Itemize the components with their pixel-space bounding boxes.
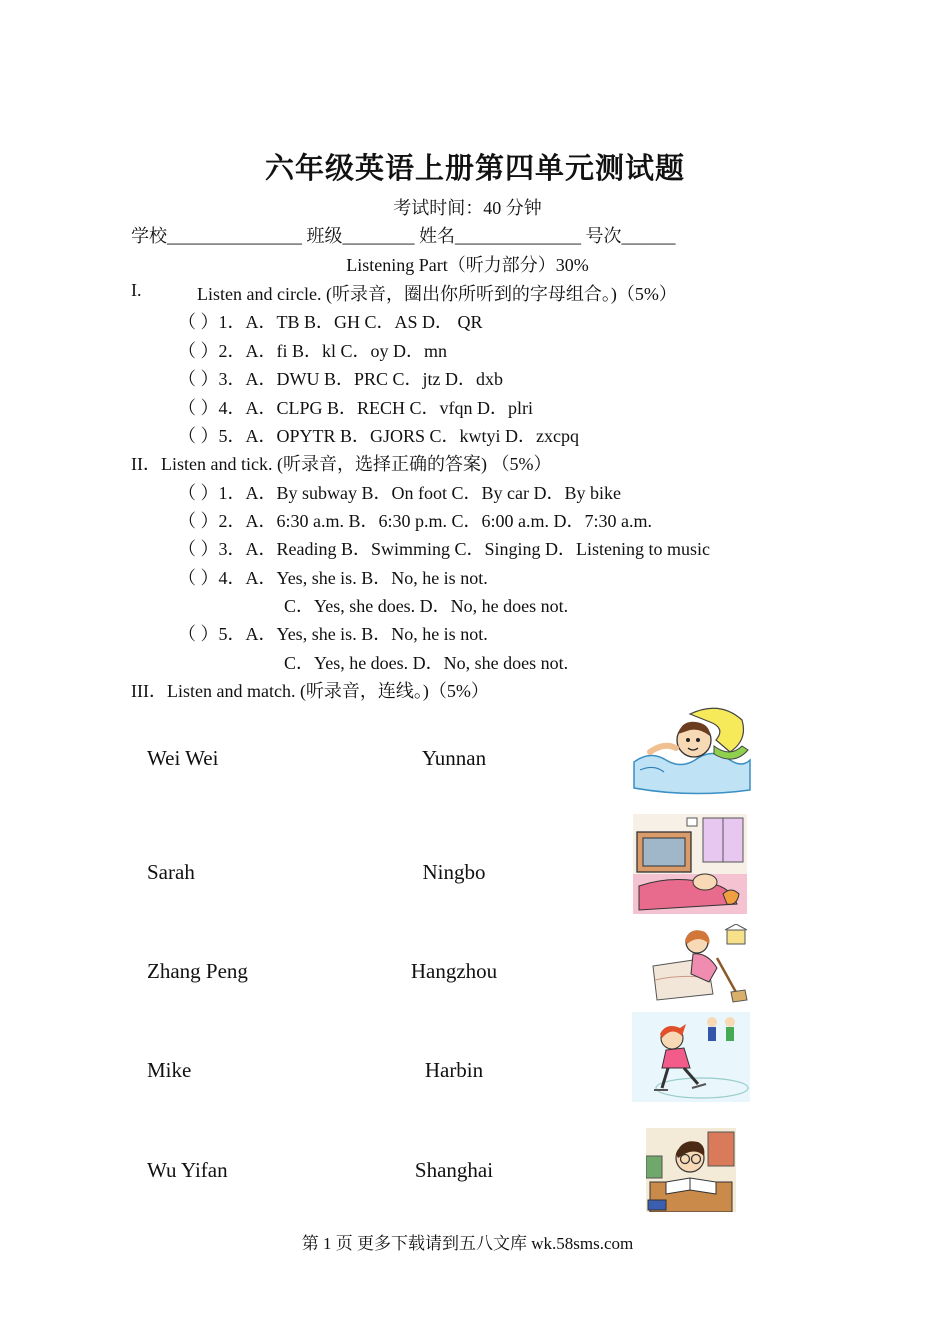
match-name: Wei Wei: [147, 746, 219, 770]
answer-blank[interactable]: （ ）: [178, 511, 219, 531]
answer-blank[interactable]: （ ）: [178, 624, 219, 644]
reading-boy-picture: [646, 1128, 736, 1212]
question-continuation: C．Yes, she does. D．No, he does not.: [284, 596, 569, 616]
question-text: 3．A．DWU B．PRC C．jtz D．dxb: [218, 369, 504, 389]
section1-heading: Listen and circle. (听录音，圈出你所听到的字母组合。)（5%）: [197, 284, 677, 304]
question-text: 5．A．OPYTR B．GJORS C．kwtyi D．zxcpq: [218, 426, 580, 446]
match-city: Ningbo: [422, 860, 486, 884]
answer-blank[interactable]: （ ）: [178, 341, 219, 361]
swimming-boy-picture: [630, 700, 752, 795]
match-name: Sarah: [147, 860, 195, 884]
question-continuation: C．Yes, he does. D．No, she does not.: [284, 653, 569, 673]
page-title: 六年级英语上册第四单元测试题: [264, 151, 685, 185]
list-item: [178, 507, 652, 533]
listening-part-heading: Listening Part（听力部分）30%: [346, 255, 589, 275]
answer-blank[interactable]: （ ）: [178, 312, 219, 332]
list-item: [178, 422, 579, 448]
section3-heading: III．Listen and match. (听录音，连线。)（5%）: [131, 681, 489, 701]
answer-blank[interactable]: （ ）: [178, 369, 219, 389]
section1-heading-number: I.: [131, 280, 142, 300]
list-item: [178, 620, 488, 646]
match-city: Shanghai: [414, 1158, 494, 1182]
question-text: 2．A．fi B．kl C．oy D．mn: [218, 341, 448, 361]
student-info-line: 学校_______________ 班级________ 姓名______________ 号次______: [131, 226, 676, 246]
match-city: Hangzhou: [410, 959, 498, 983]
question-text: 2．A．6:30 a.m. B．6:30 p.m. C．6:00 a.m. D．7:30 a.m.: [218, 511, 652, 531]
list-item: [178, 479, 621, 505]
question-text: 4．A．CLPG B．RECH C．vfqn D．plri: [218, 398, 534, 418]
list-item: [178, 308, 483, 334]
answer-blank[interactable]: （ ）: [178, 483, 219, 503]
list-item: [178, 337, 447, 363]
match-name: Mike: [147, 1058, 192, 1082]
sweeping-girl-picture: [647, 924, 751, 1004]
question-text: 3．A．Reading B．Swimming C．Singing D．Listening to music: [218, 539, 711, 559]
question-text: 1．A．TB B．GH C．AS D． QR: [218, 312, 483, 332]
question-text: 4．A．Yes, she is. B．No, he is not.: [218, 568, 488, 588]
exam-time: 考试时间：40 分钟: [393, 198, 542, 218]
match-name: Zhang Peng: [147, 959, 248, 983]
answer-blank[interactable]: （ ）: [178, 539, 219, 559]
page-footer: 第 1 页 更多下载请到五八文库 wk.58sms.com: [301, 1234, 634, 1253]
list-item: [178, 564, 488, 590]
question-text: 5．A．Yes, she is. B．No, he is not.: [218, 624, 488, 644]
answer-blank[interactable]: （ ）: [178, 398, 219, 418]
match-city: Harbin: [424, 1058, 484, 1082]
list-item: [178, 365, 503, 391]
bedroom-sleeping-picture: [633, 814, 747, 914]
question-text: 1．A．By subway B．On foot C．By car D．By bike: [218, 483, 621, 503]
match-name: Wu Yifan: [147, 1158, 228, 1182]
list-item: [178, 535, 710, 561]
section2-heading: II．Listen and tick. (听录音，选择正确的答案) （5%）: [131, 454, 552, 474]
answer-blank[interactable]: （ ）: [178, 426, 219, 446]
list-item: [178, 394, 533, 420]
skating-girl-picture: [632, 1012, 750, 1102]
answer-blank[interactable]: （ ）: [178, 568, 219, 588]
match-city: Yunnan: [421, 746, 487, 770]
